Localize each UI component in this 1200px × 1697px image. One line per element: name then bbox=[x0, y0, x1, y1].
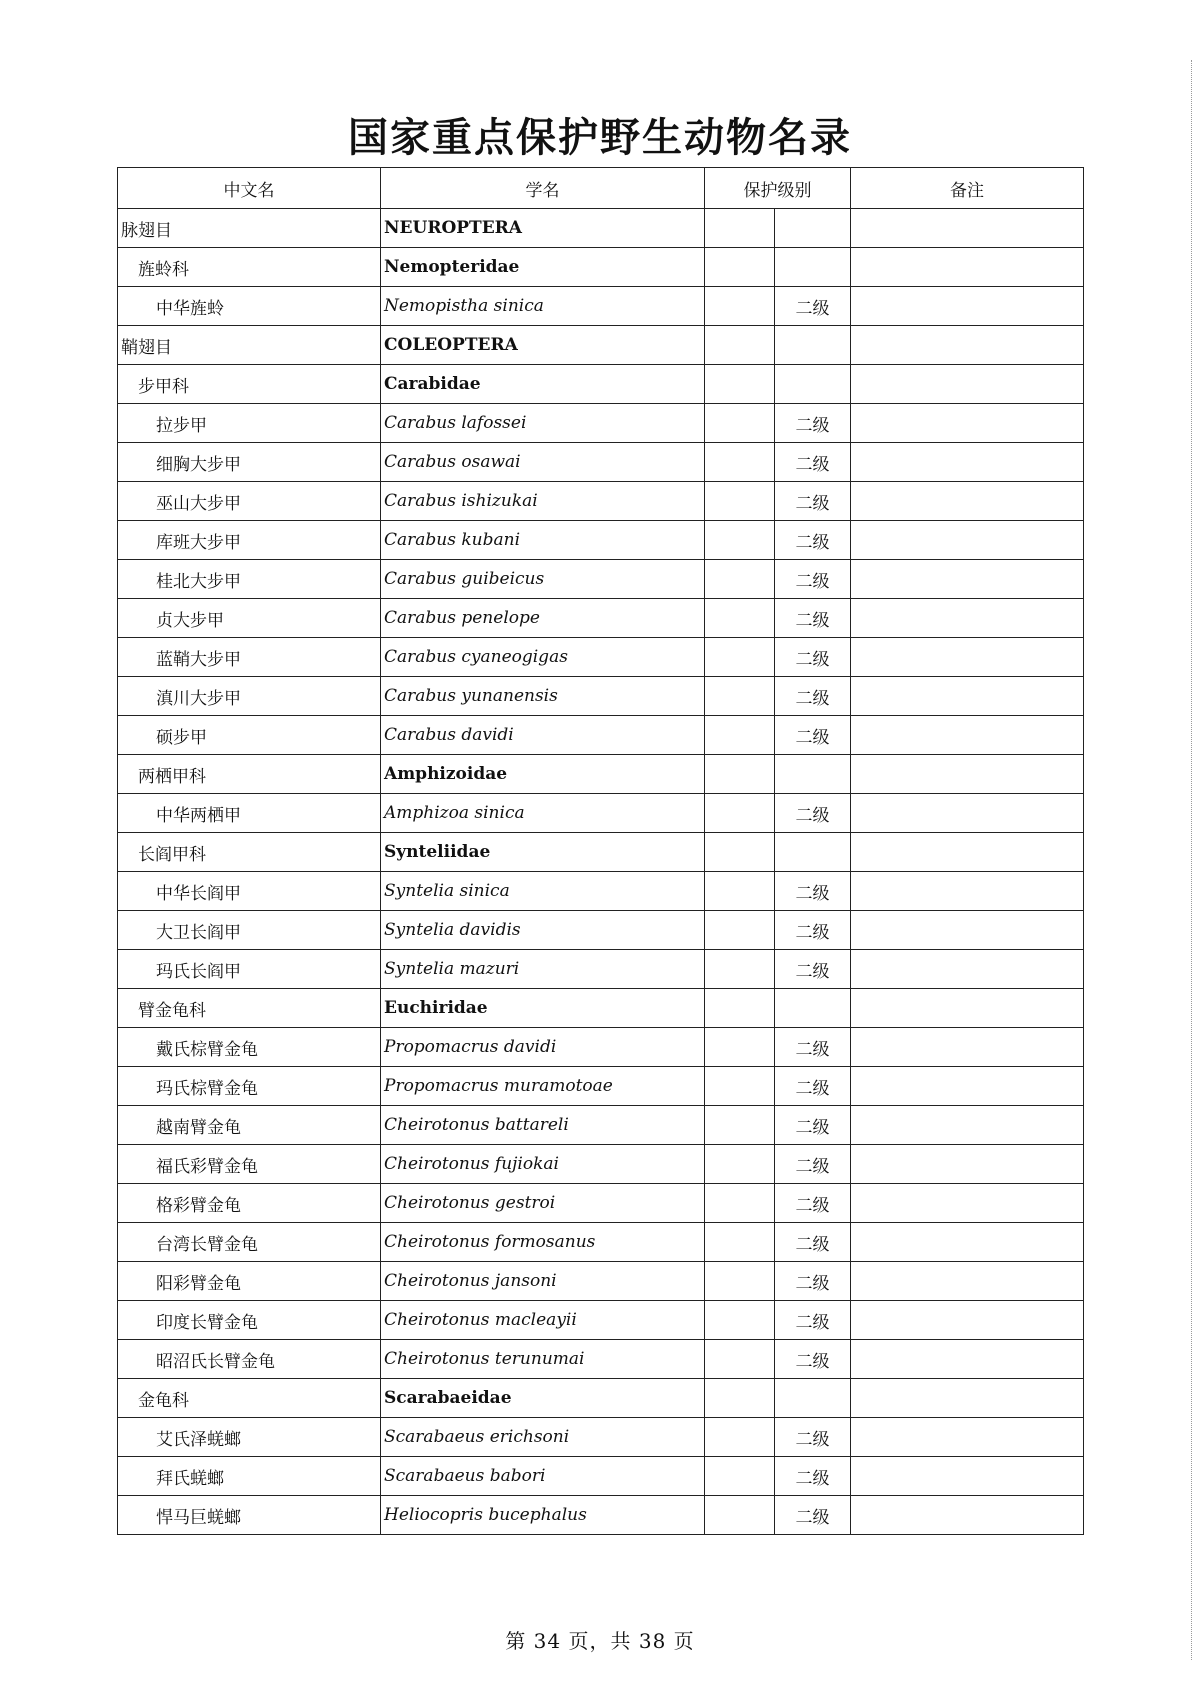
scan-edge-marks bbox=[1189, 60, 1192, 1660]
chinese-name-cell: 格彩臂金龟 bbox=[118, 1184, 381, 1223]
protection-level-first-cell bbox=[705, 638, 775, 677]
protection-level-second-cell bbox=[775, 833, 851, 872]
table-row bbox=[118, 1457, 1084, 1496]
scientific-name-cell: Cheirotonus battareli bbox=[381, 1106, 705, 1145]
scientific-name-cell: Propomacrus davidi bbox=[381, 1028, 705, 1067]
protection-level-first-cell bbox=[705, 404, 775, 443]
protection-level-second-cell: 二级 bbox=[775, 1223, 851, 1262]
scientific-name-cell: Syntelia davidis bbox=[381, 911, 705, 950]
chinese-name-cell: 拜氏蜣螂 bbox=[118, 1457, 381, 1496]
protection-level-first-cell bbox=[705, 1262, 775, 1301]
protection-level-second-cell: 二级 bbox=[775, 1418, 851, 1457]
remarks-cell bbox=[851, 1457, 1084, 1496]
table-row bbox=[118, 911, 1084, 950]
protection-level-second-cell: 二级 bbox=[775, 950, 851, 989]
protection-level-second-cell bbox=[775, 326, 851, 365]
table-row bbox=[118, 716, 1084, 755]
table-row bbox=[118, 521, 1084, 560]
protection-level-second-cell: 二级 bbox=[775, 521, 851, 560]
protection-level-second-cell: 二级 bbox=[775, 1496, 851, 1535]
protection-level-first-cell bbox=[705, 1184, 775, 1223]
chinese-name-cell: 中华两栖甲 bbox=[118, 794, 381, 833]
protection-level-first-cell bbox=[705, 365, 775, 404]
scientific-name-cell: Carabus penelope bbox=[381, 599, 705, 638]
scientific-name-cell: Cheirotonus fujiokai bbox=[381, 1145, 705, 1184]
protection-level-first-cell bbox=[705, 833, 775, 872]
protection-level-second-cell: 二级 bbox=[775, 1145, 851, 1184]
scientific-name-cell: Amphizoa sinica bbox=[381, 794, 705, 833]
scientific-name-cell: Nemopistha sinica bbox=[381, 287, 705, 326]
scientific-name-cell: Carabus yunanensis bbox=[381, 677, 705, 716]
remarks-cell bbox=[851, 248, 1084, 287]
chinese-name-cell: 巫山大步甲 bbox=[118, 482, 381, 521]
protection-level-second-cell: 二级 bbox=[775, 1301, 851, 1340]
protection-level-first-cell bbox=[705, 443, 775, 482]
remarks-cell bbox=[851, 1028, 1084, 1067]
scientific-name-cell: Cheirotonus formosanus bbox=[381, 1223, 705, 1262]
protection-level-first-cell bbox=[705, 872, 775, 911]
table-row bbox=[118, 638, 1084, 677]
remarks-cell bbox=[851, 911, 1084, 950]
remarks-cell bbox=[851, 599, 1084, 638]
protection-level-first-cell bbox=[705, 1106, 775, 1145]
chinese-name-cell: 昭沼氏长臂金龟 bbox=[118, 1340, 381, 1379]
chinese-name-cell: 贞大步甲 bbox=[118, 599, 381, 638]
remarks-cell bbox=[851, 365, 1084, 404]
protection-level-first-cell bbox=[705, 326, 775, 365]
protection-level-first-cell bbox=[705, 209, 775, 248]
table-row bbox=[118, 248, 1084, 287]
table-row bbox=[118, 1301, 1084, 1340]
protection-level-first-cell bbox=[705, 521, 775, 560]
protection-level-first-cell bbox=[705, 989, 775, 1028]
table-row bbox=[118, 1418, 1084, 1457]
protection-level-second-cell: 二级 bbox=[775, 1340, 851, 1379]
chinese-name-cell: 桂北大步甲 bbox=[118, 560, 381, 599]
remarks-cell bbox=[851, 1301, 1084, 1340]
table-row bbox=[118, 833, 1084, 872]
table-body bbox=[118, 209, 1084, 1535]
remarks-cell bbox=[851, 989, 1084, 1028]
scientific-name-cell: COLEOPTERA bbox=[381, 326, 705, 365]
chinese-name-cell: 长阎甲科 bbox=[118, 833, 381, 872]
protection-level-first-cell bbox=[705, 1457, 775, 1496]
header-remarks: 备注 bbox=[851, 168, 1084, 209]
protection-level-first-cell bbox=[705, 1418, 775, 1457]
remarks-cell bbox=[851, 326, 1084, 365]
remarks-cell bbox=[851, 521, 1084, 560]
chinese-name-cell: 印度长臂金龟 bbox=[118, 1301, 381, 1340]
chinese-name-cell: 大卫长阎甲 bbox=[118, 911, 381, 950]
scientific-name-cell: Syntelia sinica bbox=[381, 872, 705, 911]
scientific-name-cell: Heliocopris bucephalus bbox=[381, 1496, 705, 1535]
table-row bbox=[118, 989, 1084, 1028]
scientific-name-cell: Carabus davidi bbox=[381, 716, 705, 755]
table-row bbox=[118, 1028, 1084, 1067]
chinese-name-cell: 悍马巨蜣螂 bbox=[118, 1496, 381, 1535]
scientific-name-cell: Cheirotonus gestroi bbox=[381, 1184, 705, 1223]
protection-level-first-cell bbox=[705, 677, 775, 716]
protection-level-second-cell bbox=[775, 209, 851, 248]
table-row bbox=[118, 1340, 1084, 1379]
table-row bbox=[118, 1379, 1084, 1418]
protection-level-first-cell bbox=[705, 1067, 775, 1106]
protection-level-second-cell: 二级 bbox=[775, 872, 851, 911]
chinese-name-cell: 福氏彩臂金龟 bbox=[118, 1145, 381, 1184]
protection-level-second-cell: 二级 bbox=[775, 638, 851, 677]
protection-level-second-cell: 二级 bbox=[775, 911, 851, 950]
scientific-name-cell: Carabus guibeicus bbox=[381, 560, 705, 599]
protection-level-second-cell: 二级 bbox=[775, 404, 851, 443]
remarks-cell bbox=[851, 1379, 1084, 1418]
table-row bbox=[118, 1145, 1084, 1184]
table-row bbox=[118, 209, 1084, 248]
protection-level-first-cell bbox=[705, 248, 775, 287]
scientific-name-cell: Carabus ishizukai bbox=[381, 482, 705, 521]
remarks-cell bbox=[851, 560, 1084, 599]
scientific-name-cell: Amphizoidae bbox=[381, 755, 705, 794]
table-row bbox=[118, 755, 1084, 794]
scientific-name-cell: Euchiridae bbox=[381, 989, 705, 1028]
scientific-name-cell: Carabus cyaneogigas bbox=[381, 638, 705, 677]
protection-level-second-cell: 二级 bbox=[775, 1184, 851, 1223]
scientific-name-cell: Cheirotonus jansoni bbox=[381, 1262, 705, 1301]
table-row bbox=[118, 365, 1084, 404]
remarks-cell bbox=[851, 638, 1084, 677]
table-row bbox=[118, 599, 1084, 638]
table-row bbox=[118, 287, 1084, 326]
remarks-cell bbox=[851, 950, 1084, 989]
protection-level-second-cell: 二级 bbox=[775, 1028, 851, 1067]
remarks-cell bbox=[851, 404, 1084, 443]
chinese-name-cell: 阳彩臂金龟 bbox=[118, 1262, 381, 1301]
header-protection-level: 保护级别 bbox=[705, 168, 851, 209]
page-footer: 第 34 页，共 38 页 bbox=[505, 1629, 695, 1653]
page-title: 国家重点保护野生动物名录 bbox=[348, 114, 852, 161]
table-row bbox=[118, 1184, 1084, 1223]
protection-level-first-cell bbox=[705, 482, 775, 521]
scientific-name-cell: Cheirotonus macleayii bbox=[381, 1301, 705, 1340]
chinese-name-cell: 中华旌蛉 bbox=[118, 287, 381, 326]
protection-level-second-cell: 二级 bbox=[775, 443, 851, 482]
table-row bbox=[118, 794, 1084, 833]
chinese-name-cell: 鞘翅目 bbox=[118, 326, 381, 365]
protection-level-first-cell bbox=[705, 599, 775, 638]
remarks-cell bbox=[851, 443, 1084, 482]
protection-level-first-cell bbox=[705, 794, 775, 833]
table-row bbox=[118, 1067, 1084, 1106]
table-row bbox=[118, 443, 1084, 482]
protection-level-second-cell bbox=[775, 248, 851, 287]
table-row bbox=[118, 560, 1084, 599]
protection-level-second-cell: 二级 bbox=[775, 1067, 851, 1106]
scientific-name-cell: Synteliidae bbox=[381, 833, 705, 872]
remarks-cell bbox=[851, 287, 1084, 326]
remarks-cell bbox=[851, 1496, 1084, 1535]
remarks-cell bbox=[851, 716, 1084, 755]
protection-level-second-cell: 二级 bbox=[775, 482, 851, 521]
chinese-name-cell: 细胸大步甲 bbox=[118, 443, 381, 482]
protection-level-first-cell bbox=[705, 1340, 775, 1379]
chinese-name-cell: 中华长阎甲 bbox=[118, 872, 381, 911]
scientific-name-cell: Cheirotonus terunumai bbox=[381, 1340, 705, 1379]
chinese-name-cell: 戴氏棕臂金龟 bbox=[118, 1028, 381, 1067]
scientific-name-cell: Scarabaeidae bbox=[381, 1379, 705, 1418]
scientific-name-cell: Nemopteridae bbox=[381, 248, 705, 287]
chinese-name-cell: 库班大步甲 bbox=[118, 521, 381, 560]
table-row bbox=[118, 1496, 1084, 1535]
chinese-name-cell: 旌蛉科 bbox=[118, 248, 381, 287]
protection-level-first-cell bbox=[705, 911, 775, 950]
protection-level-second-cell bbox=[775, 365, 851, 404]
protection-level-first-cell bbox=[705, 950, 775, 989]
scientific-name-cell: Scarabaeus erichsoni bbox=[381, 1418, 705, 1457]
remarks-cell bbox=[851, 1340, 1084, 1379]
protection-level-second-cell: 二级 bbox=[775, 1106, 851, 1145]
table-header-row bbox=[118, 168, 1084, 209]
table-row bbox=[118, 950, 1084, 989]
remarks-cell bbox=[851, 1067, 1084, 1106]
chinese-name-cell: 玛氏棕臂金龟 bbox=[118, 1067, 381, 1106]
protection-level-first-cell bbox=[705, 1496, 775, 1535]
scientific-name-cell: NEUROPTERA bbox=[381, 209, 705, 248]
chinese-name-cell: 玛氏长阎甲 bbox=[118, 950, 381, 989]
remarks-cell bbox=[851, 677, 1084, 716]
header-chinese-name: 中文名 bbox=[118, 168, 381, 209]
scientific-name-cell: Propomacrus muramotoae bbox=[381, 1067, 705, 1106]
remarks-cell bbox=[851, 1418, 1084, 1457]
protection-level-second-cell: 二级 bbox=[775, 287, 851, 326]
protection-level-first-cell bbox=[705, 716, 775, 755]
scientific-name-cell: Carabus lafossei bbox=[381, 404, 705, 443]
chinese-name-cell: 臂金龟科 bbox=[118, 989, 381, 1028]
remarks-cell bbox=[851, 794, 1084, 833]
table-row bbox=[118, 404, 1084, 443]
protection-level-first-cell bbox=[705, 287, 775, 326]
chinese-name-cell: 脉翅目 bbox=[118, 209, 381, 248]
table-row bbox=[118, 1262, 1084, 1301]
chinese-name-cell: 两栖甲科 bbox=[118, 755, 381, 794]
protection-level-second-cell: 二级 bbox=[775, 677, 851, 716]
table-row bbox=[118, 872, 1084, 911]
chinese-name-cell: 越南臂金龟 bbox=[118, 1106, 381, 1145]
protection-level-second-cell: 二级 bbox=[775, 794, 851, 833]
protection-level-second-cell: 二级 bbox=[775, 1457, 851, 1496]
scientific-name-cell: Carabus kubani bbox=[381, 521, 705, 560]
scientific-name-cell: Scarabaeus babori bbox=[381, 1457, 705, 1496]
protection-level-second-cell: 二级 bbox=[775, 599, 851, 638]
scientific-name-cell: Carabidae bbox=[381, 365, 705, 404]
remarks-cell bbox=[851, 209, 1084, 248]
table-row bbox=[118, 1223, 1084, 1262]
protection-level-first-cell bbox=[705, 1379, 775, 1418]
table-row bbox=[118, 677, 1084, 716]
remarks-cell bbox=[851, 1145, 1084, 1184]
remarks-cell bbox=[851, 833, 1084, 872]
chinese-name-cell: 蓝鞘大步甲 bbox=[118, 638, 381, 677]
chinese-name-cell: 硕步甲 bbox=[118, 716, 381, 755]
header-scientific-name: 学名 bbox=[381, 168, 705, 209]
protection-level-second-cell: 二级 bbox=[775, 716, 851, 755]
scientific-name-cell: Syntelia mazuri bbox=[381, 950, 705, 989]
remarks-cell bbox=[851, 872, 1084, 911]
remarks-cell bbox=[851, 1262, 1084, 1301]
species-table bbox=[117, 167, 1084, 1535]
table-row bbox=[118, 1106, 1084, 1145]
protection-level-second-cell bbox=[775, 755, 851, 794]
chinese-name-cell: 步甲科 bbox=[118, 365, 381, 404]
remarks-cell bbox=[851, 1106, 1084, 1145]
remarks-cell bbox=[851, 1223, 1084, 1262]
chinese-name-cell: 台湾长臂金龟 bbox=[118, 1223, 381, 1262]
protection-level-second-cell bbox=[775, 989, 851, 1028]
scientific-name-cell: Carabus osawai bbox=[381, 443, 705, 482]
table-row bbox=[118, 482, 1084, 521]
remarks-cell bbox=[851, 755, 1084, 794]
protection-level-second-cell: 二级 bbox=[775, 560, 851, 599]
protection-level-first-cell bbox=[705, 1301, 775, 1340]
table-row bbox=[118, 326, 1084, 365]
remarks-cell bbox=[851, 1184, 1084, 1223]
protection-level-second-cell bbox=[775, 1379, 851, 1418]
chinese-name-cell: 金龟科 bbox=[118, 1379, 381, 1418]
chinese-name-cell: 滇川大步甲 bbox=[118, 677, 381, 716]
protection-level-first-cell bbox=[705, 560, 775, 599]
chinese-name-cell: 艾氏泽蜣螂 bbox=[118, 1418, 381, 1457]
protection-level-first-cell bbox=[705, 1028, 775, 1067]
chinese-name-cell: 拉步甲 bbox=[118, 404, 381, 443]
protection-level-first-cell bbox=[705, 1223, 775, 1262]
remarks-cell bbox=[851, 482, 1084, 521]
protection-level-second-cell: 二级 bbox=[775, 1262, 851, 1301]
protection-level-first-cell bbox=[705, 1145, 775, 1184]
protection-level-first-cell bbox=[705, 755, 775, 794]
